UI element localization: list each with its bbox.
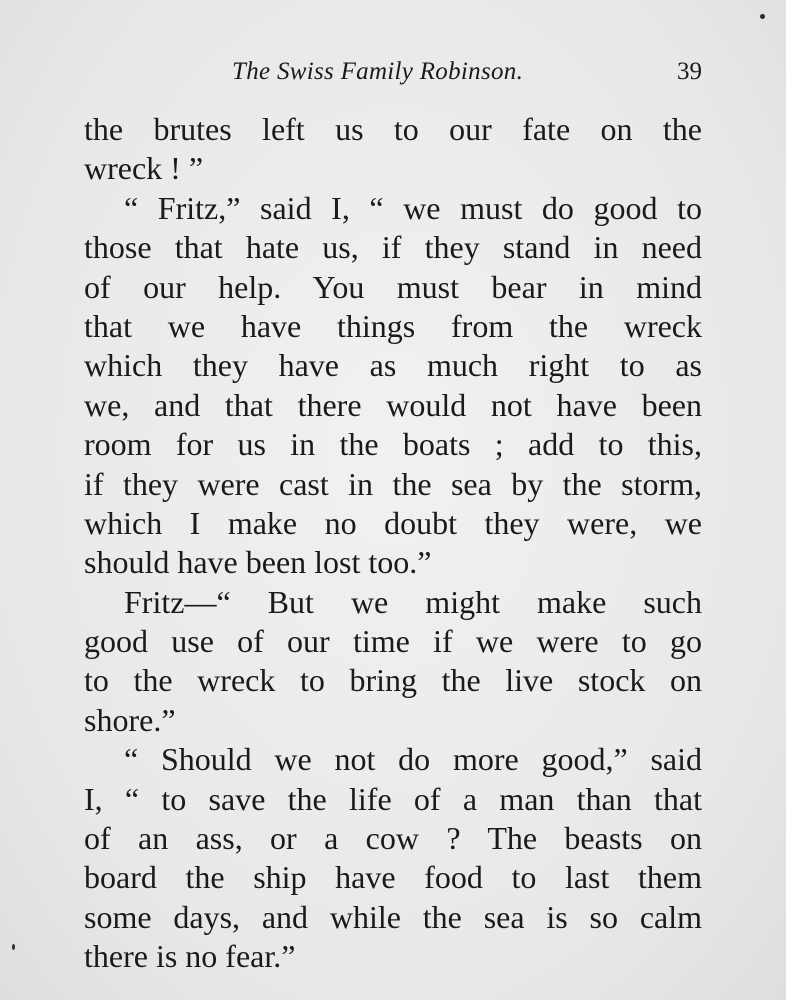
text-line: the brutes left us to our fate on the bbox=[84, 111, 702, 147]
text-line: some days, and while the sea is so calm bbox=[84, 898, 702, 935]
text-line: those that hate us, if they stand in need bbox=[84, 229, 702, 266]
text-line: I, “ to save the life of a man than that bbox=[84, 780, 702, 817]
text-line: good use of our time if we were to go bbox=[84, 623, 702, 660]
text-line: “ Should we not do more good,” said bbox=[124, 741, 702, 778]
page-number: 39 bbox=[677, 58, 702, 85]
text-line: we, and that there would not have been bbox=[84, 386, 702, 423]
text-line: if they were cast in the sea by the storm, bbox=[84, 465, 702, 502]
ink-speck bbox=[760, 14, 765, 19]
text-line: that we have things from the wreck bbox=[84, 307, 702, 344]
text-line: shore.” bbox=[84, 701, 176, 738]
text-line: to the wreck to bring the live stock on bbox=[84, 662, 702, 699]
text-line: board the ship have food to last them bbox=[84, 859, 702, 896]
body-text bbox=[84, 110, 702, 977]
text-line: which they have as much right to as bbox=[84, 347, 702, 384]
running-title: The Swiss Family Robinson. bbox=[232, 58, 524, 85]
text-line: of our help. You must bear in mind bbox=[84, 268, 702, 305]
page-header bbox=[84, 58, 702, 92]
text-line: which I make no doubt they were, we bbox=[84, 504, 702, 541]
ink-speck bbox=[12, 944, 15, 950]
text-line: Fritz—“ But we might make such bbox=[124, 583, 702, 620]
text-line: room for us in the boats ; add to this, bbox=[84, 426, 702, 463]
text-line: “ Fritz,” said I, “ we must do good to bbox=[124, 189, 702, 226]
text-line: of an ass, or a cow ? The beasts on bbox=[84, 820, 702, 857]
text-line: should have been lost too.” bbox=[84, 544, 432, 581]
text-line: there is no fear.” bbox=[84, 938, 296, 975]
text-line: wreck ! ” bbox=[84, 150, 204, 187]
